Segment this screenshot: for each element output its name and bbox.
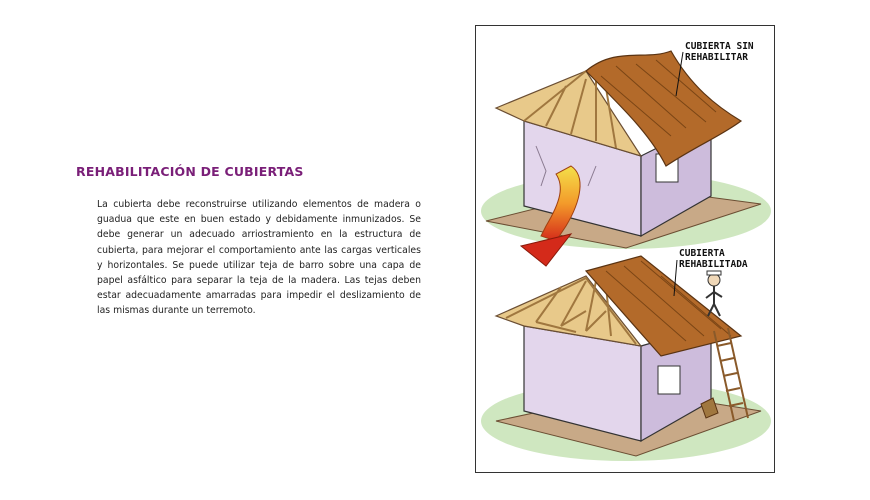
callout-top-line1: CUBIERTA SIN [685,41,754,52]
house-before [481,51,771,249]
roof-rehabilitation-illustration [475,25,775,473]
section-title: REHABILITACIÓN DE CUBIERTAS [76,164,304,179]
callout-rehabilitated [679,248,748,270]
body-paragraph: La cubierta debe reconstruirse utilizando elementos de madera o guadua que este en buen estado y debidamente inmunizados. Se debe generar un adecuado arriostramiento en la estructura de cubierta, para mejorar el comportamiento ante las cargas verticales y horizontales. Se puede utilizar teja de barro sobre una capa de papel asfáltico para separar la teja de la madera. Las tejas deben estar adecuadamente amarradas para impedir el deslizamiento de las mismas durante un terremoto. [97,199,421,317]
window-bottom [658,366,680,394]
house-after [481,256,771,461]
callout-bottom-line2: REHABILITADA [679,259,748,270]
callout-top-line2: REHABILITAR [685,52,748,63]
callout-unrehabilitated [685,41,754,63]
callout-bottom-line1: CUBIERTA [679,248,725,259]
